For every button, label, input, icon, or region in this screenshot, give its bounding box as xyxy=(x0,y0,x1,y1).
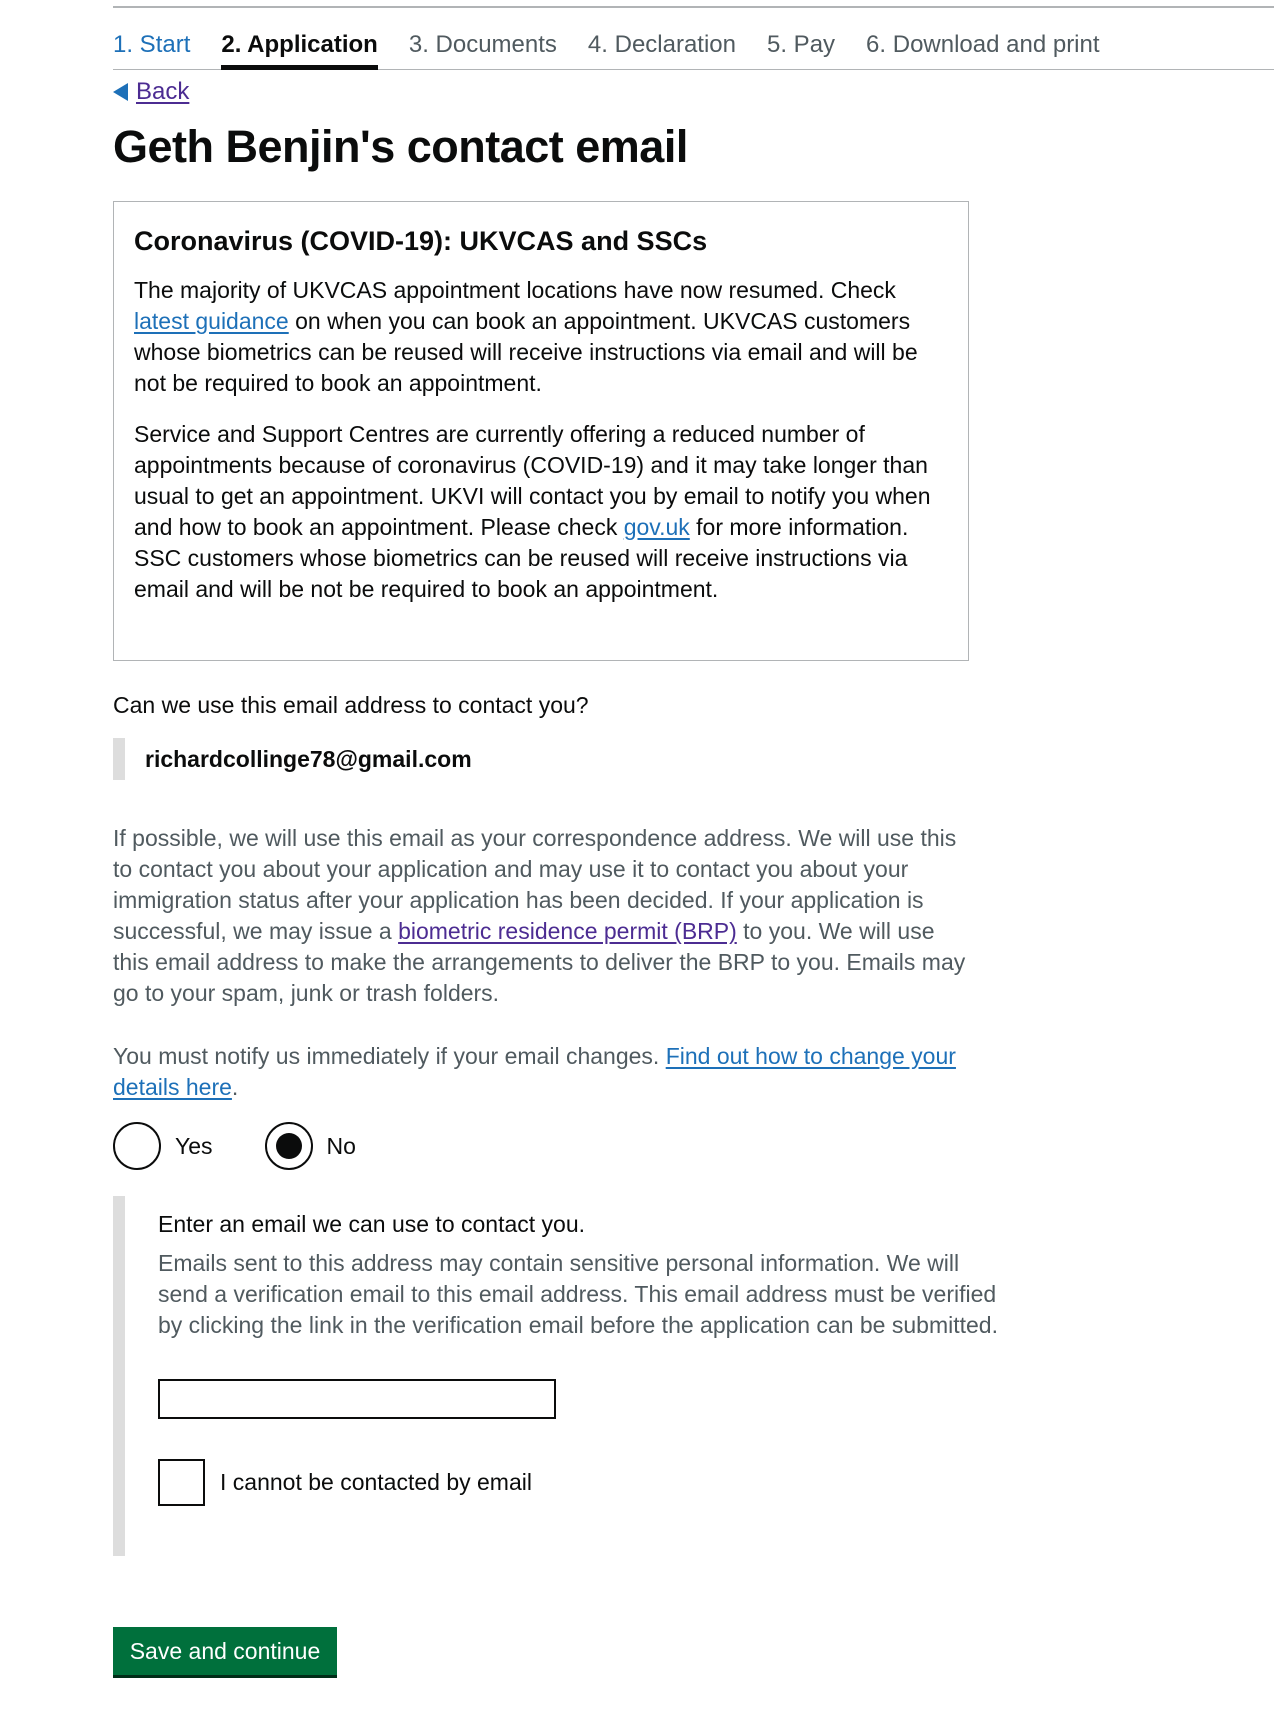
back-link-container xyxy=(113,78,189,106)
notice-paragraph-2 xyxy=(134,419,948,605)
alternative-email-input[interactable] xyxy=(158,1379,556,1419)
radio-yes[interactable] xyxy=(113,1122,161,1170)
step-pay: 5. Pay xyxy=(767,31,836,58)
step-documents: 3. Documents xyxy=(408,31,557,58)
covid-notice-panel xyxy=(113,201,969,661)
radio-no-label[interactable]: No xyxy=(326,1132,356,1159)
notify-hint-text-end: . xyxy=(231,1074,239,1100)
step-declaration: 4. Declaration xyxy=(587,31,736,58)
top-rule xyxy=(113,6,1274,8)
save-and-continue-button[interactable]: Save and continue xyxy=(113,1627,337,1675)
correspondence-hint xyxy=(113,823,973,1009)
progress-steps xyxy=(113,30,1274,70)
brp-link[interactable]: biometric residence permit (BRP) xyxy=(398,918,737,944)
correspondence-hint-text-end: to you. We will use this email address to make the arrangements to deliver the BRP to you. Emails may go to your spam, junk or trash folders. xyxy=(113,918,966,1006)
email-question: Can we use this email address to contact you? xyxy=(113,692,589,718)
gov-uk-link[interactable]: gov.uk xyxy=(623,514,690,541)
notice-p1-text-end: on when you can book an appointment. UKVCAS customers whose biometrics can be reused will receive instructions via email and will be not be required to book an appointment. xyxy=(134,308,918,397)
notice-paragraph-1 xyxy=(134,275,948,399)
step-application: 2. Application xyxy=(221,30,377,70)
notify-hint xyxy=(113,1041,973,1103)
correspondence-hint-text: If possible, we will use this email as your correspondence address. We will use this to contact you about your application and may use it to contact you about your immigration status after your application has been decided. If your application is successful, we may issue a xyxy=(113,825,957,944)
contact-radio-group xyxy=(113,1122,408,1170)
notice-p2-text: Service and Support Centres are currently offering a reduced number of appointments because of coronavirus (COVID-19) and it may take longer than usual to get an appointment. UKVI will contact you by email to notify you when and how to book an appointment. Please check xyxy=(134,421,931,541)
change-details-link[interactable]: Find out how to change your details here xyxy=(113,1043,956,1100)
step-start[interactable]: 1. Start xyxy=(113,31,191,58)
no-email-checkbox[interactable] xyxy=(158,1459,205,1506)
alternative-email-hint: Emails sent to this address may contain sensitive personal information. We will send a verification email to this email address. This email address must be verified by clicking the link in the verification email before the application can be submitted. xyxy=(158,1250,998,1338)
radio-no-option[interactable] xyxy=(265,1122,356,1170)
radio-selected-dot xyxy=(276,1133,302,1159)
existing-email-address: richardcollinge78@gmail.com xyxy=(113,738,472,780)
radio-no[interactable] xyxy=(265,1122,313,1170)
no-email-checkbox-label[interactable]: I cannot be contacted by email xyxy=(220,1469,532,1495)
radio-yes-label[interactable]: Yes xyxy=(175,1132,213,1159)
notice-p2-text-end: for more information. SSC customers whose biometrics can be reused will receive instructions via email and will be not be required to book an appointment. xyxy=(134,514,909,603)
no-email-option[interactable] xyxy=(158,1459,532,1506)
back-link[interactable]: Back xyxy=(136,78,190,105)
notice-p1-text: The majority of UKVCAS appointment locations have now resumed. Check xyxy=(134,277,896,304)
radio-yes-option[interactable] xyxy=(113,1122,213,1170)
alternative-email-label: Enter an email we can use to contact you. xyxy=(158,1211,586,1237)
latest-guidance-link[interactable]: latest guidance xyxy=(134,308,289,335)
back-arrow-icon xyxy=(113,83,128,101)
notify-hint-text: You must notify us immediately if your email changes. xyxy=(113,1043,666,1069)
alternative-email-section xyxy=(113,1196,998,1556)
notice-heading: Coronavirus (COVID-19): UKVCAS and SSCs xyxy=(134,226,708,256)
step-download-print: 6. Download and print xyxy=(866,31,1100,58)
page-title: Geth Benjin's contact email xyxy=(113,121,688,172)
